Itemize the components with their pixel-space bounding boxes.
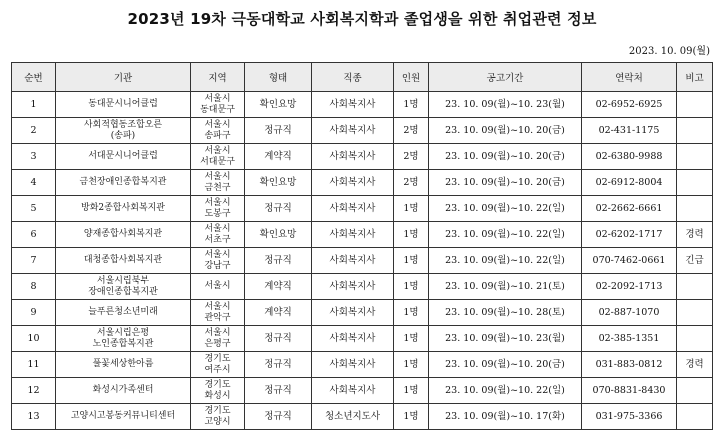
page-title: 2023년 19차 극동대학교 사회복지학과 졸업생을 위한 취업관련 정보 (127, 10, 597, 28)
cell-number: 4 (12, 170, 56, 196)
cell-period: 23. 10. 09(월)~10. 20(금) (429, 352, 582, 378)
cell-count: 2명 (394, 144, 429, 170)
cell-contact: 070-7462-0661 (582, 248, 677, 274)
cell-number: 10 (12, 326, 56, 352)
cell-contact: 031-883-0812 (582, 352, 677, 378)
cell-count: 1명 (394, 92, 429, 118)
cell-count: 1명 (394, 222, 429, 248)
cell-job: 사회복지사 (312, 196, 394, 222)
cell-period: 23. 10. 09(월)~10. 17(화) (429, 404, 582, 430)
cell-note (677, 300, 713, 326)
cell-region: 서울시 서초구 (191, 222, 245, 248)
cell-type: 정규직 (245, 378, 312, 404)
cell-contact: 02-2092-1713 (582, 274, 677, 300)
table-row (12, 378, 713, 404)
cell-type: 확인요망 (245, 170, 312, 196)
cell-region: 서울시 동대문구 (191, 92, 245, 118)
cell-note (677, 144, 713, 170)
cell-region: 경기도 여주시 (191, 352, 245, 378)
cell-job: 사회복지사 (312, 300, 394, 326)
cell-region: 서울시 서대문구 (191, 144, 245, 170)
cell-agency: 서울시립은평 노인종합복지관 (56, 326, 191, 352)
cell-job: 사회복지사 (312, 378, 394, 404)
cell-region: 서울시 관악구 (191, 300, 245, 326)
cell-period: 23. 10. 09(월)~10. 20(금) (429, 170, 582, 196)
cell-contact: 02-6952-6925 (582, 92, 677, 118)
cell-region: 서울시 은평구 (191, 326, 245, 352)
table-header-row (12, 63, 713, 92)
cell-type: 계약직 (245, 144, 312, 170)
cell-period: 23. 10. 09(월)~10. 20(금) (429, 144, 582, 170)
cell-type: 계약직 (245, 300, 312, 326)
header-note: 비고 (677, 63, 713, 92)
header-region: 지역 (191, 63, 245, 92)
header-job: 직종 (312, 63, 394, 92)
table-row (12, 352, 713, 378)
cell-job: 사회복지사 (312, 248, 394, 274)
cell-number: 3 (12, 144, 56, 170)
cell-note: 경력 (677, 222, 713, 248)
cell-count: 1명 (394, 404, 429, 430)
cell-contact: 02-6380-9988 (582, 144, 677, 170)
cell-number: 7 (12, 248, 56, 274)
cell-count: 2명 (394, 170, 429, 196)
cell-contact: 02-2662-6661 (582, 196, 677, 222)
cell-number: 12 (12, 378, 56, 404)
cell-agency: 화성시가족센터 (56, 378, 191, 404)
cell-contact: 02-887-1070 (582, 300, 677, 326)
cell-period: 23. 10. 09(월)~10. 23(월) (429, 92, 582, 118)
cell-region: 서울시 (191, 274, 245, 300)
cell-note (677, 404, 713, 430)
cell-period: 23. 10. 09(월)~10. 22(일) (429, 196, 582, 222)
cell-type: 정규직 (245, 248, 312, 274)
cell-job: 사회복지사 (312, 92, 394, 118)
cell-job: 사회복지사 (312, 274, 394, 300)
cell-note (677, 92, 713, 118)
cell-count: 2명 (394, 118, 429, 144)
cell-type: 정규직 (245, 196, 312, 222)
cell-job: 사회복지사 (312, 326, 394, 352)
table-row (12, 300, 713, 326)
cell-contact: 02-431-1175 (582, 118, 677, 144)
cell-agency: 대청종합사회복지관 (56, 248, 191, 274)
cell-job: 사회복지사 (312, 118, 394, 144)
cell-note: 긴급 (677, 248, 713, 274)
cell-count: 1명 (394, 196, 429, 222)
table-row (12, 170, 713, 196)
cell-period: 23. 10. 09(월)~10. 22(일) (429, 248, 582, 274)
cell-region: 서울시 도봉구 (191, 196, 245, 222)
cell-type: 정규직 (245, 404, 312, 430)
cell-number: 9 (12, 300, 56, 326)
cell-agency: 고양시고봉동커뮤니티센터 (56, 404, 191, 430)
cell-period: 23. 10. 09(월)~10. 22(일) (429, 222, 582, 248)
cell-type: 확인요망 (245, 92, 312, 118)
table-row (12, 248, 713, 274)
document-date: 2023. 10. 09(월) (628, 46, 710, 57)
cell-period: 23. 10. 09(월)~10. 21(토) (429, 274, 582, 300)
cell-region: 경기도 화성시 (191, 378, 245, 404)
cell-count: 1명 (394, 248, 429, 274)
cell-contact: 02-6202-1717 (582, 222, 677, 248)
cell-job: 사회복지사 (312, 170, 394, 196)
cell-region: 서울시 강남구 (191, 248, 245, 274)
cell-job: 사회복지사 (312, 144, 394, 170)
cell-number: 6 (12, 222, 56, 248)
header-type: 형태 (245, 63, 312, 92)
cell-agency: 풀꽃세상한아름 (56, 352, 191, 378)
table-row (12, 404, 713, 430)
cell-number: 2 (12, 118, 56, 144)
cell-type: 정규직 (245, 352, 312, 378)
cell-period: 23. 10. 09(월)~10. 22(일) (429, 378, 582, 404)
cell-agency: 늘푸른청소년미래 (56, 300, 191, 326)
cell-agency: 서울시립북부 장애인종합복지관 (56, 274, 191, 300)
cell-agency: 사회적협동조합오른 (송파) (56, 118, 191, 144)
cell-agency: 동대문시니어클럽 (56, 92, 191, 118)
table-row (12, 326, 713, 352)
cell-count: 1명 (394, 326, 429, 352)
cell-region: 서울시 송파구 (191, 118, 245, 144)
cell-job: 사회복지사 (312, 352, 394, 378)
cell-type: 계약직 (245, 274, 312, 300)
table-row (12, 222, 713, 248)
job-listing-table (11, 62, 713, 430)
cell-count: 1명 (394, 352, 429, 378)
header-period: 공고기간 (429, 63, 582, 92)
header-count: 인원 (394, 63, 429, 92)
cell-count: 1명 (394, 274, 429, 300)
cell-type: 정규직 (245, 118, 312, 144)
cell-number: 1 (12, 92, 56, 118)
cell-note (677, 196, 713, 222)
cell-number: 11 (12, 352, 56, 378)
table-row (12, 92, 713, 118)
table-row (12, 118, 713, 144)
cell-type: 확인요망 (245, 222, 312, 248)
cell-region: 서울시 금천구 (191, 170, 245, 196)
cell-contact: 031-975-3366 (582, 404, 677, 430)
cell-number: 8 (12, 274, 56, 300)
cell-note (677, 378, 713, 404)
cell-region: 경기도 고양시 (191, 404, 245, 430)
cell-period: 23. 10. 09(월)~10. 23(월) (429, 326, 582, 352)
table-row (12, 196, 713, 222)
cell-contact: 02-385-1351 (582, 326, 677, 352)
table-row (12, 144, 713, 170)
cell-count: 1명 (394, 378, 429, 404)
cell-agency: 방화2종합사회복지관 (56, 196, 191, 222)
cell-job: 청소년지도사 (312, 404, 394, 430)
cell-job: 사회복지사 (312, 222, 394, 248)
cell-agency: 서대문시니어클럽 (56, 144, 191, 170)
cell-number: 5 (12, 196, 56, 222)
cell-note: 경력 (677, 352, 713, 378)
cell-note (677, 118, 713, 144)
header-contact: 연락처 (582, 63, 677, 92)
table-row (12, 274, 713, 300)
cell-note (677, 326, 713, 352)
cell-contact: 02-6912-8004 (582, 170, 677, 196)
cell-number: 13 (12, 404, 56, 430)
cell-note (677, 170, 713, 196)
cell-count: 1명 (394, 300, 429, 326)
header-number: 순번 (12, 63, 56, 92)
cell-agency: 양재종합사회복지관 (56, 222, 191, 248)
cell-note (677, 274, 713, 300)
cell-contact: 070-8831-8430 (582, 378, 677, 404)
cell-type: 정규직 (245, 326, 312, 352)
cell-period: 23. 10. 09(월)~10. 20(금) (429, 118, 582, 144)
header-agency: 기관 (56, 63, 191, 92)
cell-period: 23. 10. 09(월)~10. 28(토) (429, 300, 582, 326)
cell-agency: 금천장애인종합복지관 (56, 170, 191, 196)
